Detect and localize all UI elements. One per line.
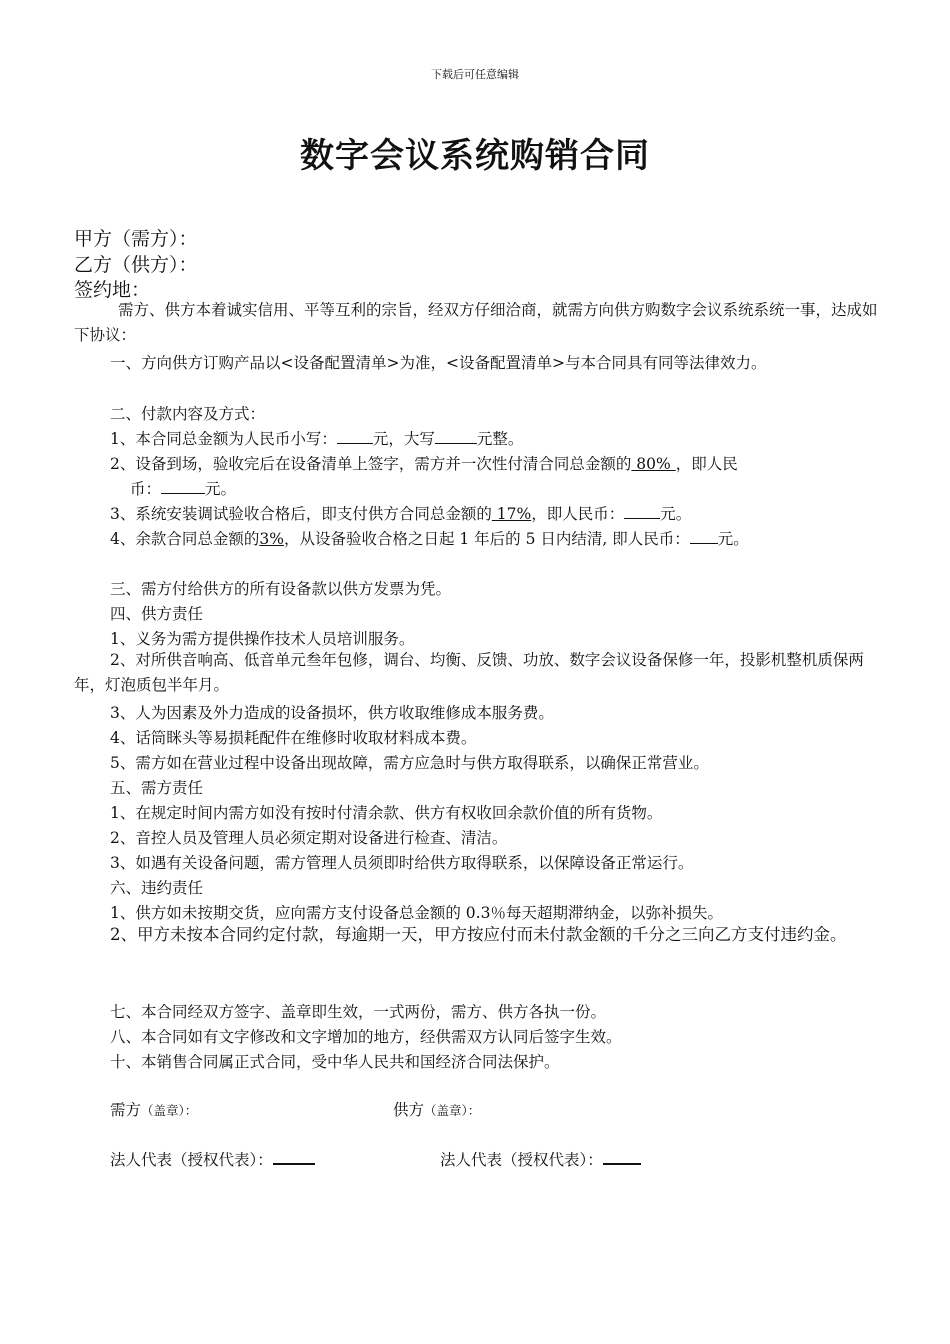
clause-4-item-3: 3、人为因素及外力造成的设备损坏，供方收取维修成本服务费。 — [110, 704, 554, 722]
signature-blank — [273, 1149, 315, 1165]
party-b-label: 乙方（供方）： — [74, 254, 198, 276]
clause-6-item-1: 1、供方如未按期交货，应向需方支付设备总金额的 0.3％每天超期滞纳金，以弥补损失。 — [110, 904, 723, 922]
clause-5-heading: 五、需方责任 — [110, 779, 204, 797]
percent-80: 80% — [631, 455, 676, 473]
intro-paragraph: 需方、供方本着诚实信用、平等互利的宗旨，经双方仔细洽商，就需方向供方购数字会议系统系统一事，达成如下协议： — [74, 301, 878, 344]
buyer-seal-label: 需方（盖章）： — [110, 1101, 198, 1119]
clause-4-item-5: 5、需方如在营业过程中设备出现故障，需方应急时与供方取得联系，以确保正常营业。 — [110, 754, 709, 772]
clause-5-item-2: 2、音控人员及管理人员必须定期对设备进行检查、清洁。 — [110, 829, 508, 847]
supplier-representative: 法人代表（授权代表）： — [440, 1148, 641, 1170]
clause-4-heading: 四、供方责任 — [110, 605, 204, 623]
clause-4-item-1: 1、义务为需方提供操作技术人员培训服务。 — [110, 630, 415, 648]
amount-blank — [337, 429, 373, 444]
clause-8: 八、本合同如有文字修改和文字增加的地方，经供需双方认同后签字生效。 — [110, 1028, 622, 1046]
clause-1: 一、方向供方订购产品以<设备配置清单>为准，<设备配置清单>与本合同具有同等法律效力。 — [110, 354, 767, 372]
buyer-representative: 法人代表（授权代表）： — [110, 1148, 315, 1170]
percent-17: 17% — [491, 505, 532, 523]
amount-blank — [690, 529, 718, 544]
amount-blank — [161, 479, 205, 494]
clause-4-item-2: 2、对所供音响高、低音单元叁年包修，调台、均衡、反馈、功放、数字会议设备保修一年，投影机整机质保两年，灯泡质包半年月。 — [74, 651, 864, 694]
clause-7: 七、本合同经双方签字、盖章即生效，一式两份，需方、供方各执一份。 — [110, 1003, 607, 1021]
clause-2-item-3: 3、系统安装调试验收合格后，即支付供方合同总金额的 17%，即人民币： 元。 — [110, 505, 692, 523]
supplier-seal-label: 供方（盖章）： — [393, 1101, 481, 1119]
amount-blank — [624, 504, 660, 519]
signature-blank — [603, 1149, 641, 1165]
signing-place-label: 签约地： — [74, 279, 151, 301]
clause-2-item-2-cont: 币： 元。 — [130, 480, 237, 498]
clause-2-item-2: 2、设备到场，验收完后在设备清单上签字，需方并一次性付清合同总金额的 80% ，即人民 — [110, 455, 738, 473]
clause-5-item-3: 3、如遇有关设备问题，需方管理人员须即时给供方取得联系，以保障设备正常运行。 — [110, 854, 694, 872]
percent-3: 3% — [259, 530, 284, 548]
clause-5-item-1: 1、在规定时间内需方如没有按时付清余款、供方有权收回余款价值的所有货物。 — [110, 804, 663, 822]
clause-6-heading: 六、违约责任 — [110, 879, 204, 897]
clause-3: 三、需方付给供方的所有设备款以供方发票为凭。 — [110, 580, 452, 598]
clause-10: 十、本销售合同属正式合同，受中华人民共和国经济合同法保护。 — [110, 1053, 560, 1071]
party-a-label: 甲方（需方）： — [74, 228, 198, 250]
clause-6-item-2: 2、甲方未按本合同约定付款，每逾期一天，甲方按应付而未付款金额的千分之三向乙方支付违约金。 — [110, 925, 847, 944]
clause-4-item-4: 4、话筒眯头等易损耗配件在维修时收取材料成本费。 — [110, 729, 477, 747]
clause-2-heading: 二、付款内容及方式： — [110, 405, 266, 423]
clause-2-item-4: 4、余款合同总金额的3%，从设备验收合格之日起 1 年后的 5 日内结清, 即人民币： 元。 — [110, 530, 749, 548]
page-title: 数字会议系统购销合同 — [300, 136, 650, 176]
header-note: 下载后可任意编辑 — [431, 68, 519, 81]
clause-2-item-1: 1、本合同总金额为人民币小写： 元，大写 元整。 — [110, 430, 524, 448]
amount-words-blank — [435, 429, 477, 444]
